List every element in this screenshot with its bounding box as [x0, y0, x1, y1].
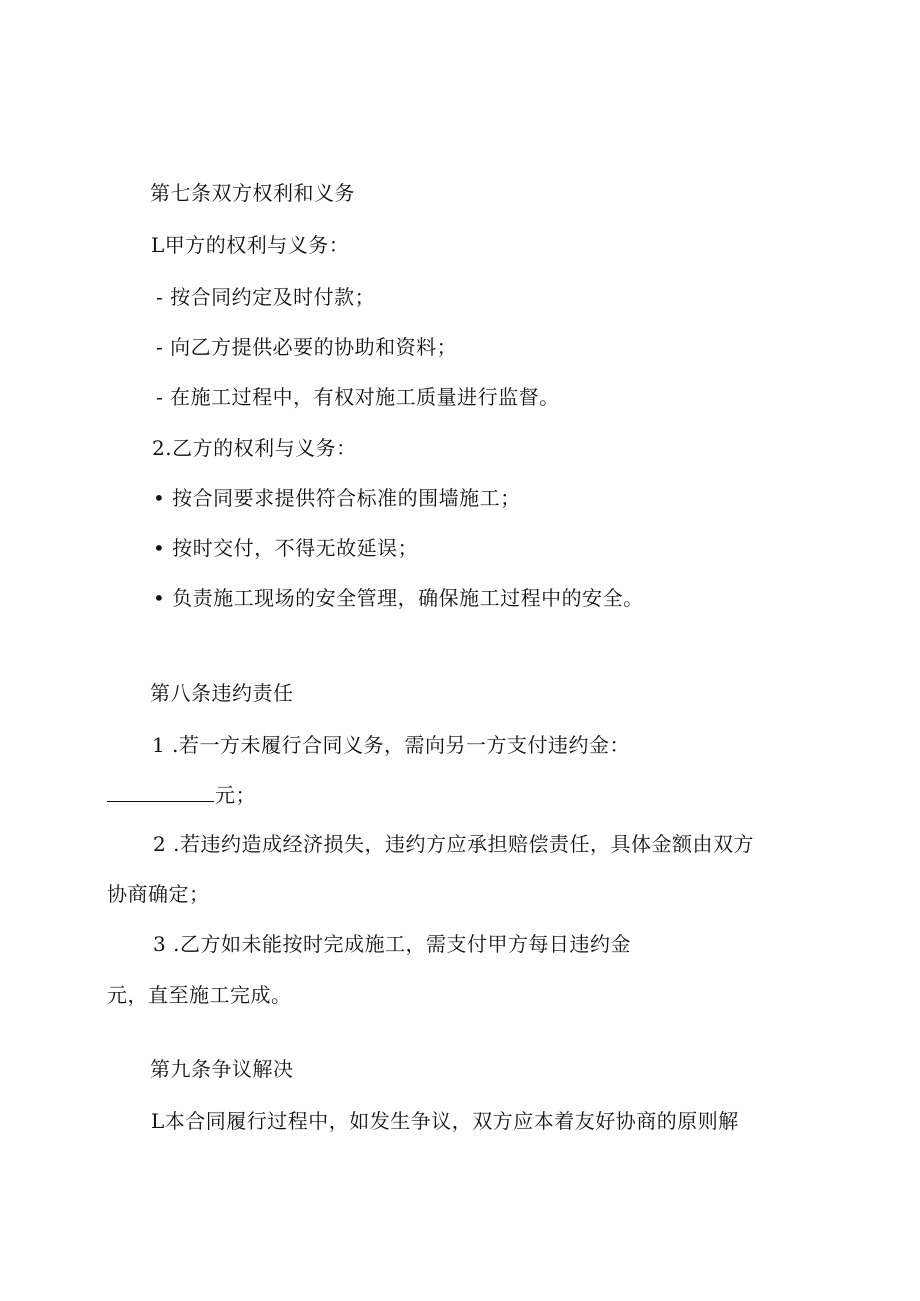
section9-heading: 第九条争议解决	[150, 1057, 294, 1081]
section8-clause1: 1 .若一方未履行合同义务，需向另一方支付违约金：	[152, 733, 630, 757]
party-a-item-2: - 向乙方提供必要的协助和资料；	[156, 335, 458, 359]
section8-clause3: 3 .乙方如未能按时完成施工，需支付甲方每日违约金	[153, 932, 631, 956]
party-b-title: 2.乙方的权利与义务：	[152, 436, 357, 460]
clause1-unit: 元；	[215, 783, 256, 807]
section7-heading: 第七条双方权利和义务	[150, 181, 355, 205]
amount-blank	[107, 781, 214, 802]
party-b-item-3: • 负责施工现场的安全管理，确保施工过程中的安全。	[153, 586, 644, 610]
section8-clause2: 2 .若违约造成经济损失，违约方应承担赔偿责任，具体金额由双方	[153, 832, 754, 856]
section8-clause3-continuation: 元，直至施工完成。	[107, 983, 292, 1007]
section9-clause1: L本合同履行过程中，如发生争议，双方应本着友好协商的原则解	[151, 1109, 739, 1133]
section8-heading: 第八条违约责任	[150, 681, 294, 705]
party-a-item-3: - 在施工过程中，有权对施工质量进行监督。	[156, 385, 560, 409]
party-b-item-1: • 按合同要求提供符合标准的围墙施工；	[153, 486, 521, 510]
section8-clause1-continuation	[107, 781, 256, 809]
party-b-item-2: • 按时交付，不得无故延误；	[153, 536, 419, 560]
party-a-item-1: - 按合同约定及时付款；	[156, 285, 376, 309]
party-a-title: L甲方的权利与义务：	[151, 233, 350, 257]
section8-clause2-continuation: 协商确定；	[107, 882, 210, 906]
